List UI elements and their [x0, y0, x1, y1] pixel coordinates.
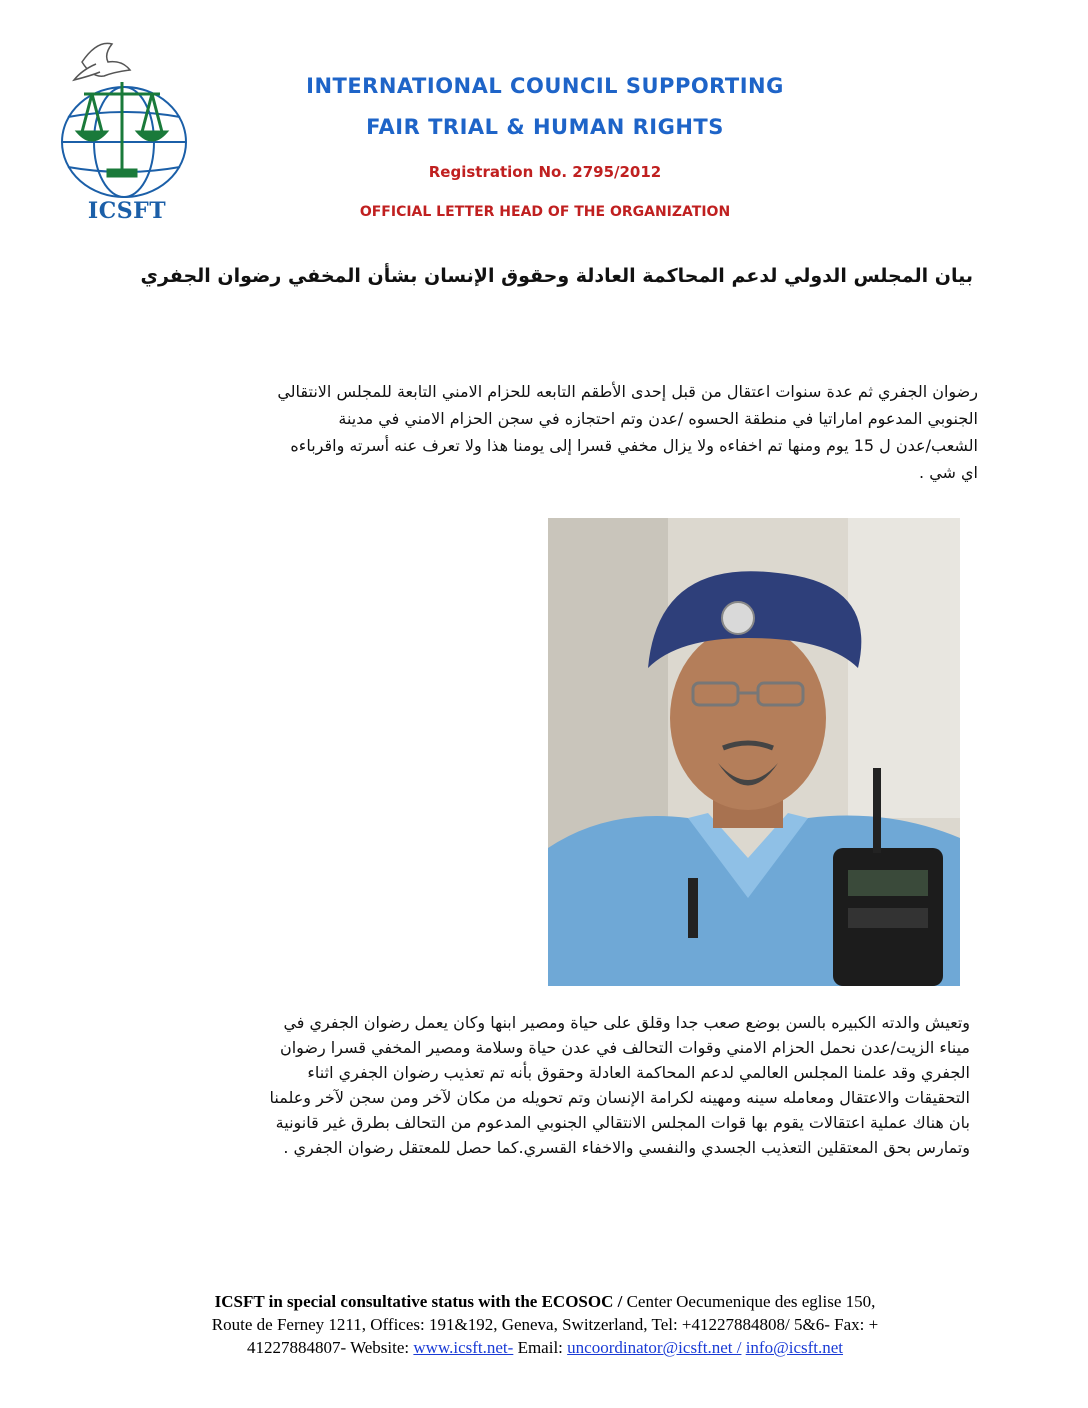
paragraph-2-line: وتمارس بحق المعتقلين التعذيب الجسدي والنفسي والاخفاء القسري.كما حصل للمعتقل رضوان الجفري . [283, 1138, 970, 1157]
globe-icon [62, 87, 186, 197]
org-name-line2: FAIR TRIAL & HUMAN RIGHTS [366, 115, 724, 139]
paragraph-1-line: اي شي . [919, 463, 978, 482]
org-name-line1: INTERNATIONAL COUNCIL SUPPORTING [306, 74, 784, 98]
website-link[interactable]: www.icsft.net- [413, 1338, 514, 1357]
paragraph-1-line: الشعب/عدن ل 15 يوم ومنها تم اخفاءه ولا يزال مخفي قسرا إلى يومنا هذا ولا تعرف عنه أسرته واقرباءه [290, 436, 978, 455]
paragraph-1-line: رضوان الجفري ثم عدة سنوات اعتقال من قبل إحدى الأطقم التابعه للحزام الامني التابعة للمجلس الانتقالي [277, 382, 978, 401]
dove-icon [74, 43, 130, 80]
paragraph-1-line: الجنوبي المدعوم اماراتيا في منطقة الحسوه /عدن وتم احتجازه في سجن الحزام الامني في مدينة [338, 409, 978, 428]
email-link-coordinator[interactable]: uncoordinator@icsft.net / [567, 1338, 742, 1357]
portrait-photo [548, 518, 960, 986]
footer-line-1 [120, 1290, 970, 1313]
letterhead-footer [120, 1290, 970, 1359]
paragraph-2-line: بان هناك عملية اعتقالات يقوم بها قوات المجلس الانتقالي الجنوبي المدعوم من التحالف بطرق غير قانونية [275, 1113, 970, 1132]
footer-line-3 [120, 1336, 970, 1359]
footer-line-2: Route de Ferney 1211, Offices: 191&192, Geneva, Switzerland, Tel: +41227884808/ 5&6- Fax: + [211, 1315, 879, 1334]
email-link-info[interactable]: info@icsft.net [745, 1338, 844, 1357]
footer-address-start: Center Oecumenique des eglise 150, [622, 1292, 876, 1311]
email-label: Email: [513, 1338, 568, 1357]
paragraph-2-line: الجفري وقد علمنا المجلس العالمي لدعم المحاكمة العادلة وحقوق بأنه تم تعذيب رضوان الجفري اثناء [307, 1063, 970, 1082]
footer-status: ICSFT in special consultative status with the ECOSOC / [214, 1292, 623, 1311]
statement-title: بيان المجلس الدولي لدعم المحاكمة العادلة وحقوق الإنسان بشأن المخفي رضوان الجفري [140, 265, 973, 287]
paragraph-2-line: التحقيقات والاعتقال ومعامله سينه ومهينه لكرامة الإنسان وتم تحويله من مكان لآخر ومن سجن لآخر وعلمنا [269, 1088, 970, 1107]
logo-emblem [52, 32, 202, 202]
official-letterhead-label: OFFICIAL LETTER HEAD OF THE ORGANIZATION [359, 204, 731, 220]
paragraph-2 [120, 1010, 970, 1160]
logo-text: ICSFT [87, 198, 167, 224]
footer-fax-website-label: 41227884807- Website: [246, 1338, 414, 1357]
paragraph-2-line: وتعيش والدته الكبيره بالسن بوضع صعب جدا وقلق على حياة ومصير ابنها وكان يعمل رضوان الجفري في [283, 1013, 970, 1032]
registration-number: Registration No. 2795/2012 [428, 163, 662, 181]
org-logo [52, 32, 202, 227]
paragraph-1 [118, 378, 978, 486]
paragraph-2-line: ميناء الزيت/عدن نحمل الحزام الامني وقوات التحالف في عدن حياة وسلامة ومصير المخفي قسرا رضوان [279, 1038, 970, 1057]
